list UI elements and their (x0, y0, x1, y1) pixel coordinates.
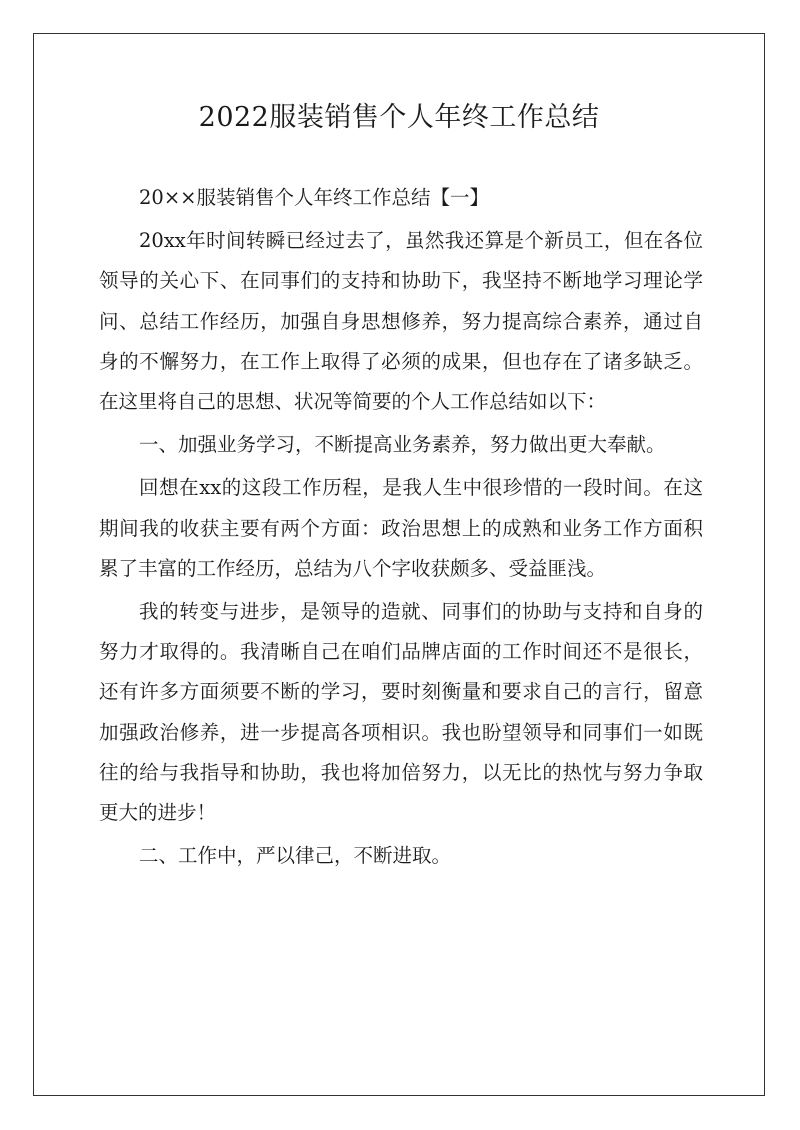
body-paragraph: 20xx年时间转瞬已经过去了，虽然我还算是个新员工，但在各位领导的关心下、在同事们的支持和协助下，我坚持不断地学习理论学问、总结工作经历，加强自身思想修养，努力提高综合素养，通过自身的不懈努力，在工作上取得了必须的成果，但也存在了诸多缺乏。在这里将自己的思想、状况等简要的个人工作总结如以下： (99, 229, 703, 414)
subsection-heading: 一、加强业务学习，不断提高业务素养，努力做出更大奉献。 (139, 433, 666, 457)
body-paragraph: 回想在xx的这段工作历程，是我人生中很珍惜的一段时间。在这期间我的收获主要有两个方面：政治思想上的成熟和业务工作方面积累了丰富的工作经历，总结为八个字收获颇多、受益匪浅。 (99, 476, 703, 580)
subsection-heading: 二、工作中，严以律己，不断进取。 (139, 844, 452, 868)
document-body (99, 178, 703, 876)
document-title: 2022服装销售个人年终工作总结 (198, 102, 600, 133)
section-heading: 20××服装销售个人年终工作总结【一】 (139, 186, 489, 209)
body-paragraph: 我的转变与进步，是领导的造就、同事们的协助与支持和自身的努力才取得的。我清晰自己在咱们品牌店面的工作时间还不是很长，还有许多方面须要不断的学习，要时刻衡量和要求自己的言行，留意加强政治修养，进一步提高各项相识。我也盼望领导和同事们一如既往的给与我指导和协助，我也将加倍努力，以无比的热忱与努力争取更大的进步！ (99, 600, 703, 825)
